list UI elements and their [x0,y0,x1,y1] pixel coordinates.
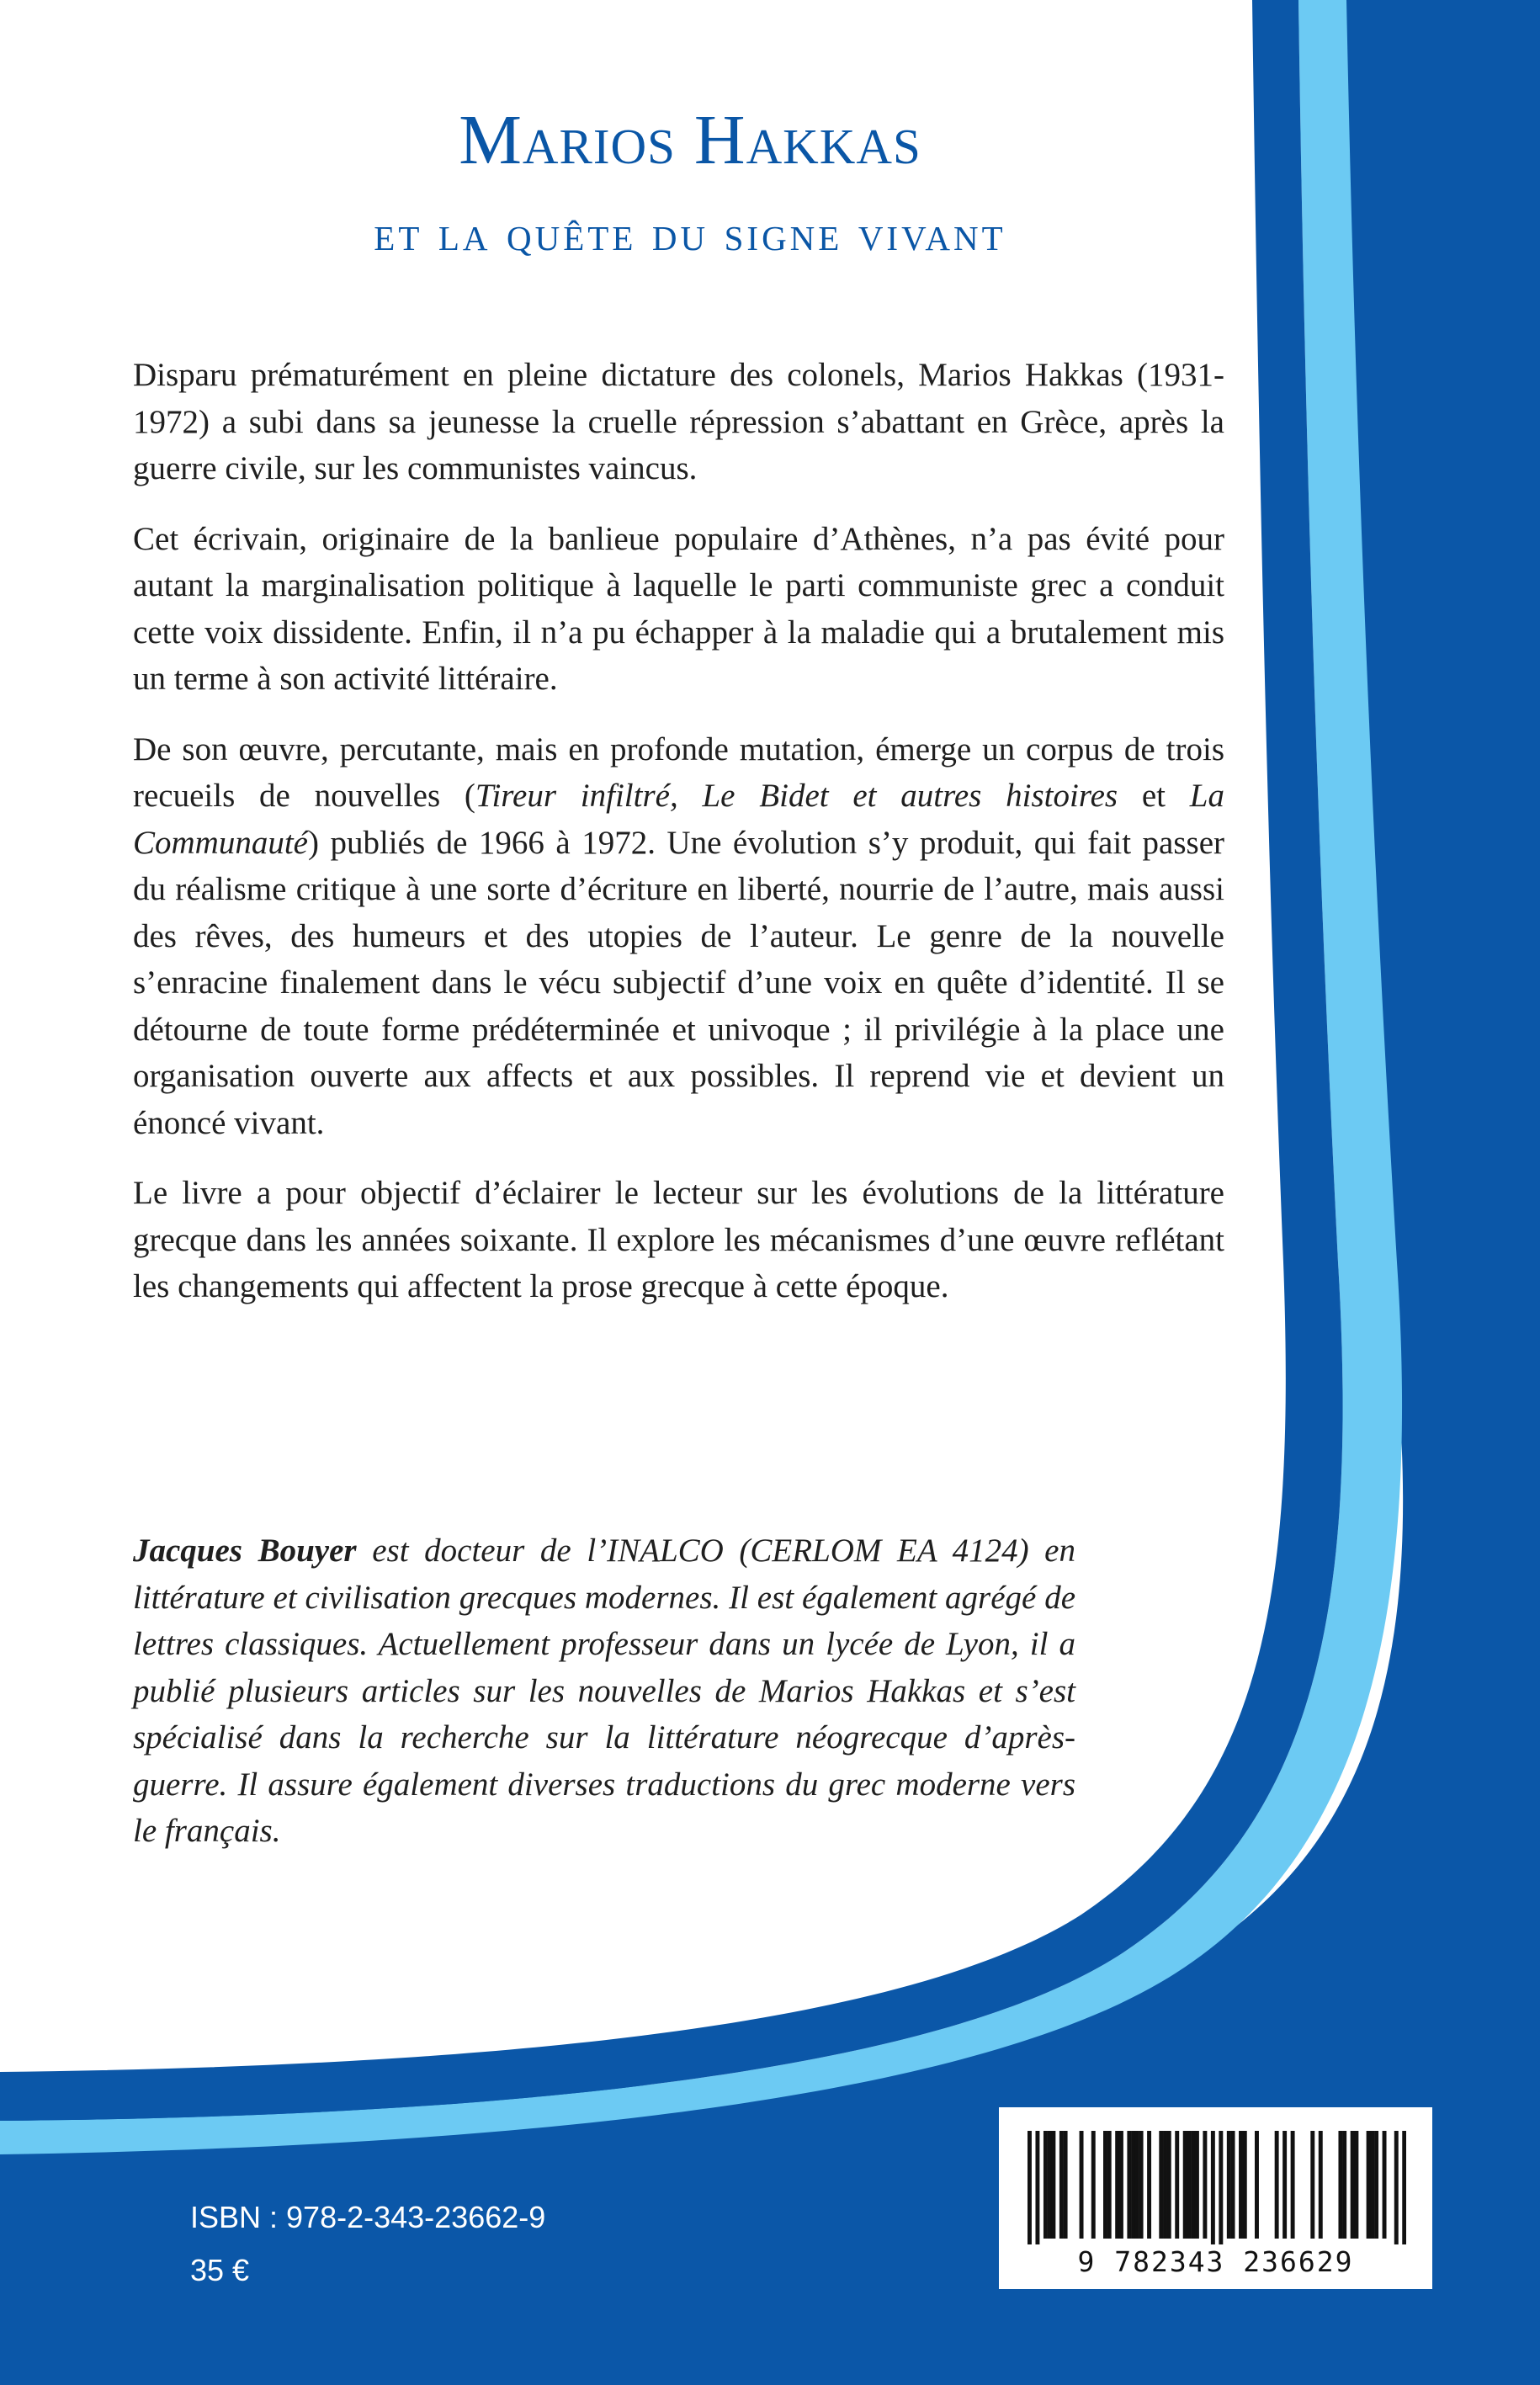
barcode-bar [1243,2131,1247,2239]
barcode-bar [1342,2131,1346,2239]
barcode-bar [1135,2131,1139,2239]
barcode-bar [1187,2131,1191,2239]
barcode-bar [1048,2131,1052,2239]
author-name: Jacques Bouyer [133,1532,357,1569]
barcode-bar [1367,2131,1371,2239]
summary-paragraph: Disparu prématurément en pleine dictature des colonels, Marios Hakkas (1931-1972) a subi dans sa jeunesse la cruelle répression s’abattant en Grèce, après la guerre civile, sur les communistes vaincus. [133,357,1224,486]
summary-paragraph: Cet écrivain, originaire de la banlieue populaire d’Athènes, n’a pas évité pour autant la marginalisation politique à laquelle le parti communiste grec a conduit cette voix dissidente. Enfin, il n’a pu échapper à la maladie qui a brutalement mis un terme à son activité littéraire. [133,520,1224,697]
barcode-bar [1191,2131,1195,2239]
book-subtitle: et la quête du signe vivant [374,206,1006,261]
barcode-bar [1159,2131,1163,2239]
barcode-bar [1275,2131,1279,2239]
barcode-bar [1231,2131,1235,2239]
book-title: Marios Hakkas [459,101,921,179]
barcode-bar [1043,2131,1048,2239]
barcode-bar [1064,2131,1068,2239]
barcode-bar [1351,2131,1355,2239]
barcode-bar [1370,2131,1374,2239]
barcode-bar [1282,2131,1287,2239]
barcode-bar [1028,2131,1032,2244]
barcode-bar [1203,2131,1207,2239]
barcode-bar [1354,2131,1358,2239]
barcode-bar [1227,2131,1231,2239]
barcode-bar [1195,2131,1199,2239]
barcode-bar [1394,2131,1399,2244]
barcode-bar [1163,2131,1167,2239]
barcode-bar [1338,2131,1342,2239]
barcode-bar [1080,2131,1084,2239]
barcode-bar [1167,2131,1171,2239]
barcode-digits: 9 782343 236629 [1077,2245,1354,2278]
barcode-bar [1175,2131,1179,2239]
barcode-bar [1219,2131,1223,2244]
barcode-bar [1310,2131,1314,2239]
barcode-bar [1119,2131,1123,2239]
barcode-bar [1183,2131,1187,2239]
barcode-bar [1139,2131,1144,2239]
barcode-bar [1255,2131,1259,2239]
barcode-bar [1059,2131,1064,2239]
barcode-bar [1131,2131,1135,2239]
barcode-bar [1291,2131,1295,2239]
author-bio: Jacques Bouyer est docteur de l’INALCO (CERLOM EA 4124) en littérature et civilisation grecques modernes. Il est également agrégé de lettres classiques. Actuellement professeur dans un lycée de Lyon, il a publié plusieurs articles sur les nouvelles de Marios Hakkas et s’est spécialisé dans la recherche sur la littérature néogrecque d’après-guerre. Il assure également diverses traductions du grec moderne vers le français. [133,1532,1075,1849]
summary-paragraph: De son œuvre, percutante, mais en profonde mutation, émerge un corpus de trois recueils de nouvelles (Tireur infiltré, Le Bidet et autres histoires et La Communauté) publiés de 1966 à 1972. Une évolution s’y produit, qui fait passer du réalisme critique à une sorte d’écriture en liberté, nourrie de l’autre, mais aussi des rêves, des humeurs et des utopies de l’auteur. Le genre de la nouvelle s’enracine finalement dans le vécu subjectif d’une voix en quête d’identité. Il se détourne de toute forme prédéterminée et univoque ; il privilégie à la place une organisation ouverte aux affects et aux possibles. Il reprend vie et devient un énoncé vivant. [133,730,1224,1141]
barcode-bar [1402,2131,1406,2244]
barcode-bar [1147,2131,1151,2239]
book-summary [133,352,1224,1334]
barcode-bar [1211,2131,1215,2244]
barcode-bar [1051,2131,1055,2239]
barcode-bar [1239,2131,1243,2239]
barcode-bar [1374,2131,1378,2239]
barcode-bar [1107,2131,1112,2239]
barcode-bar [1091,2131,1096,2239]
barcode-bar [1035,2131,1039,2244]
barcode-bar [1127,2131,1131,2239]
barcode-bar [1115,2131,1119,2239]
barcode-bar [1103,2131,1107,2239]
summary-paragraph: Le livre a pour objectif d’éclairer le lecteur sur les évolutions de la littérature grecque dans les années soixante. Il explore les mécanismes d’une œuvre reflétant les changements qui affectent la prose grecque à cette époque. [133,1175,1224,1304]
price-label: 35 € [190,2253,250,2287]
barcode [999,2107,1432,2289]
barcode-bar [1319,2131,1323,2239]
isbn-label: ISBN : 978-2-343-23662-9 [190,2200,546,2234]
barcode-bar [1383,2131,1387,2239]
barcode-bars [1028,2131,1406,2244]
